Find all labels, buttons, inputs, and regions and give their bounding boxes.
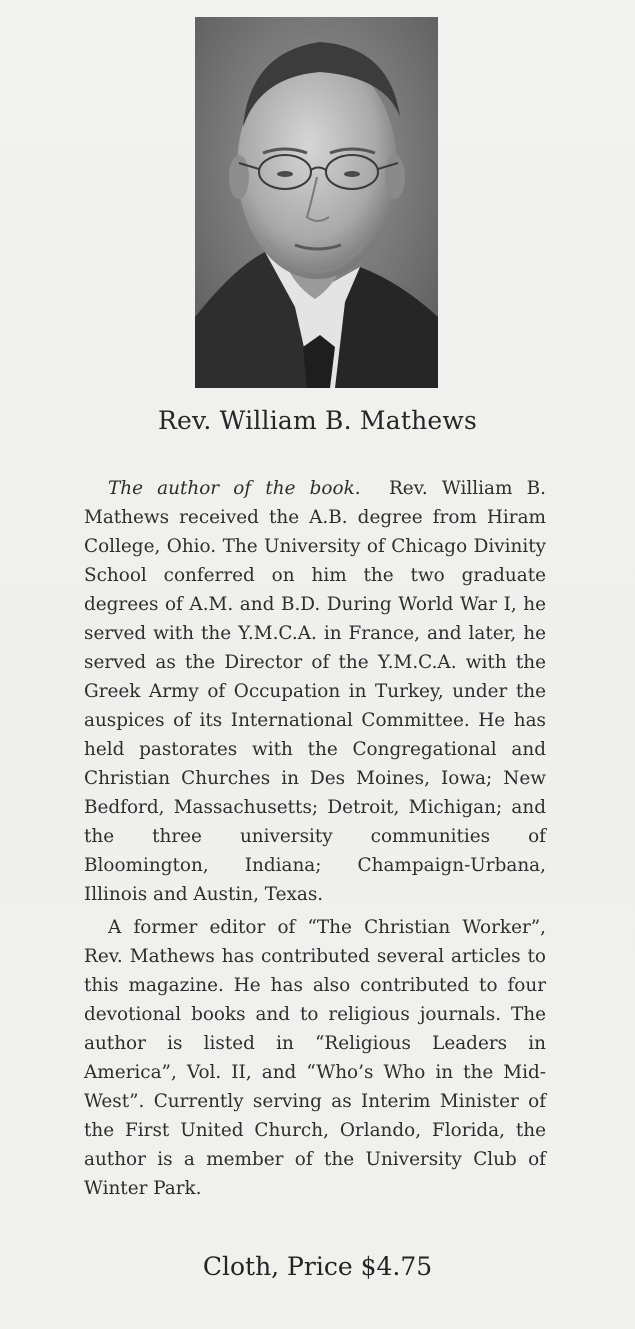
bio-lead-italic: The author of the book. [108,478,361,499]
bio-paragraph-2: A former editor of “The Christian Worker”, Rev. Mathews has contributed several articles to this magazine. He has also contributed to four devotional books and to religious journals. The author is listed in “Religious Leaders in America”, Vol. II, and “Who’s Who in the Mid-West”. Currently serving as Interim Minister of the First United Church, Orlando, Florida, the author is a member of the University Club of Winter Park. [84,917,546,1199]
author-biography [84,474,546,1203]
portrait-illustration [195,17,438,388]
author-portrait-photo [195,17,438,388]
bio-paragraph-1 [84,474,546,909]
bio-paragraph-1-text: Rev. William B. Mathews received the A.B. degree from Hiram College, Ohio. The University of Chicago Divinity School conferred on him the two graduate degrees of A.M. and B.D. During World War I, he served with the Y.M.C.A. in France, and later, he served as the Director of the Y.M.C.A. with the Greek Army of Occupation in Turkey, under the auspices of its International Committee. He has held pastorates with the Congregational and Christian Churches in Des Moines, Iowa; New Bedford, Massachusetts; Detroit, Michigan; and the three university communities of Bloomington, Indiana; Champaign-Urbana, Illinois and Austin, Texas. [84,478,546,905]
price-label: Cloth, Price $4.75 [202,1252,433,1281]
author-name-heading: Rev. William B. Mathews [157,406,477,435]
